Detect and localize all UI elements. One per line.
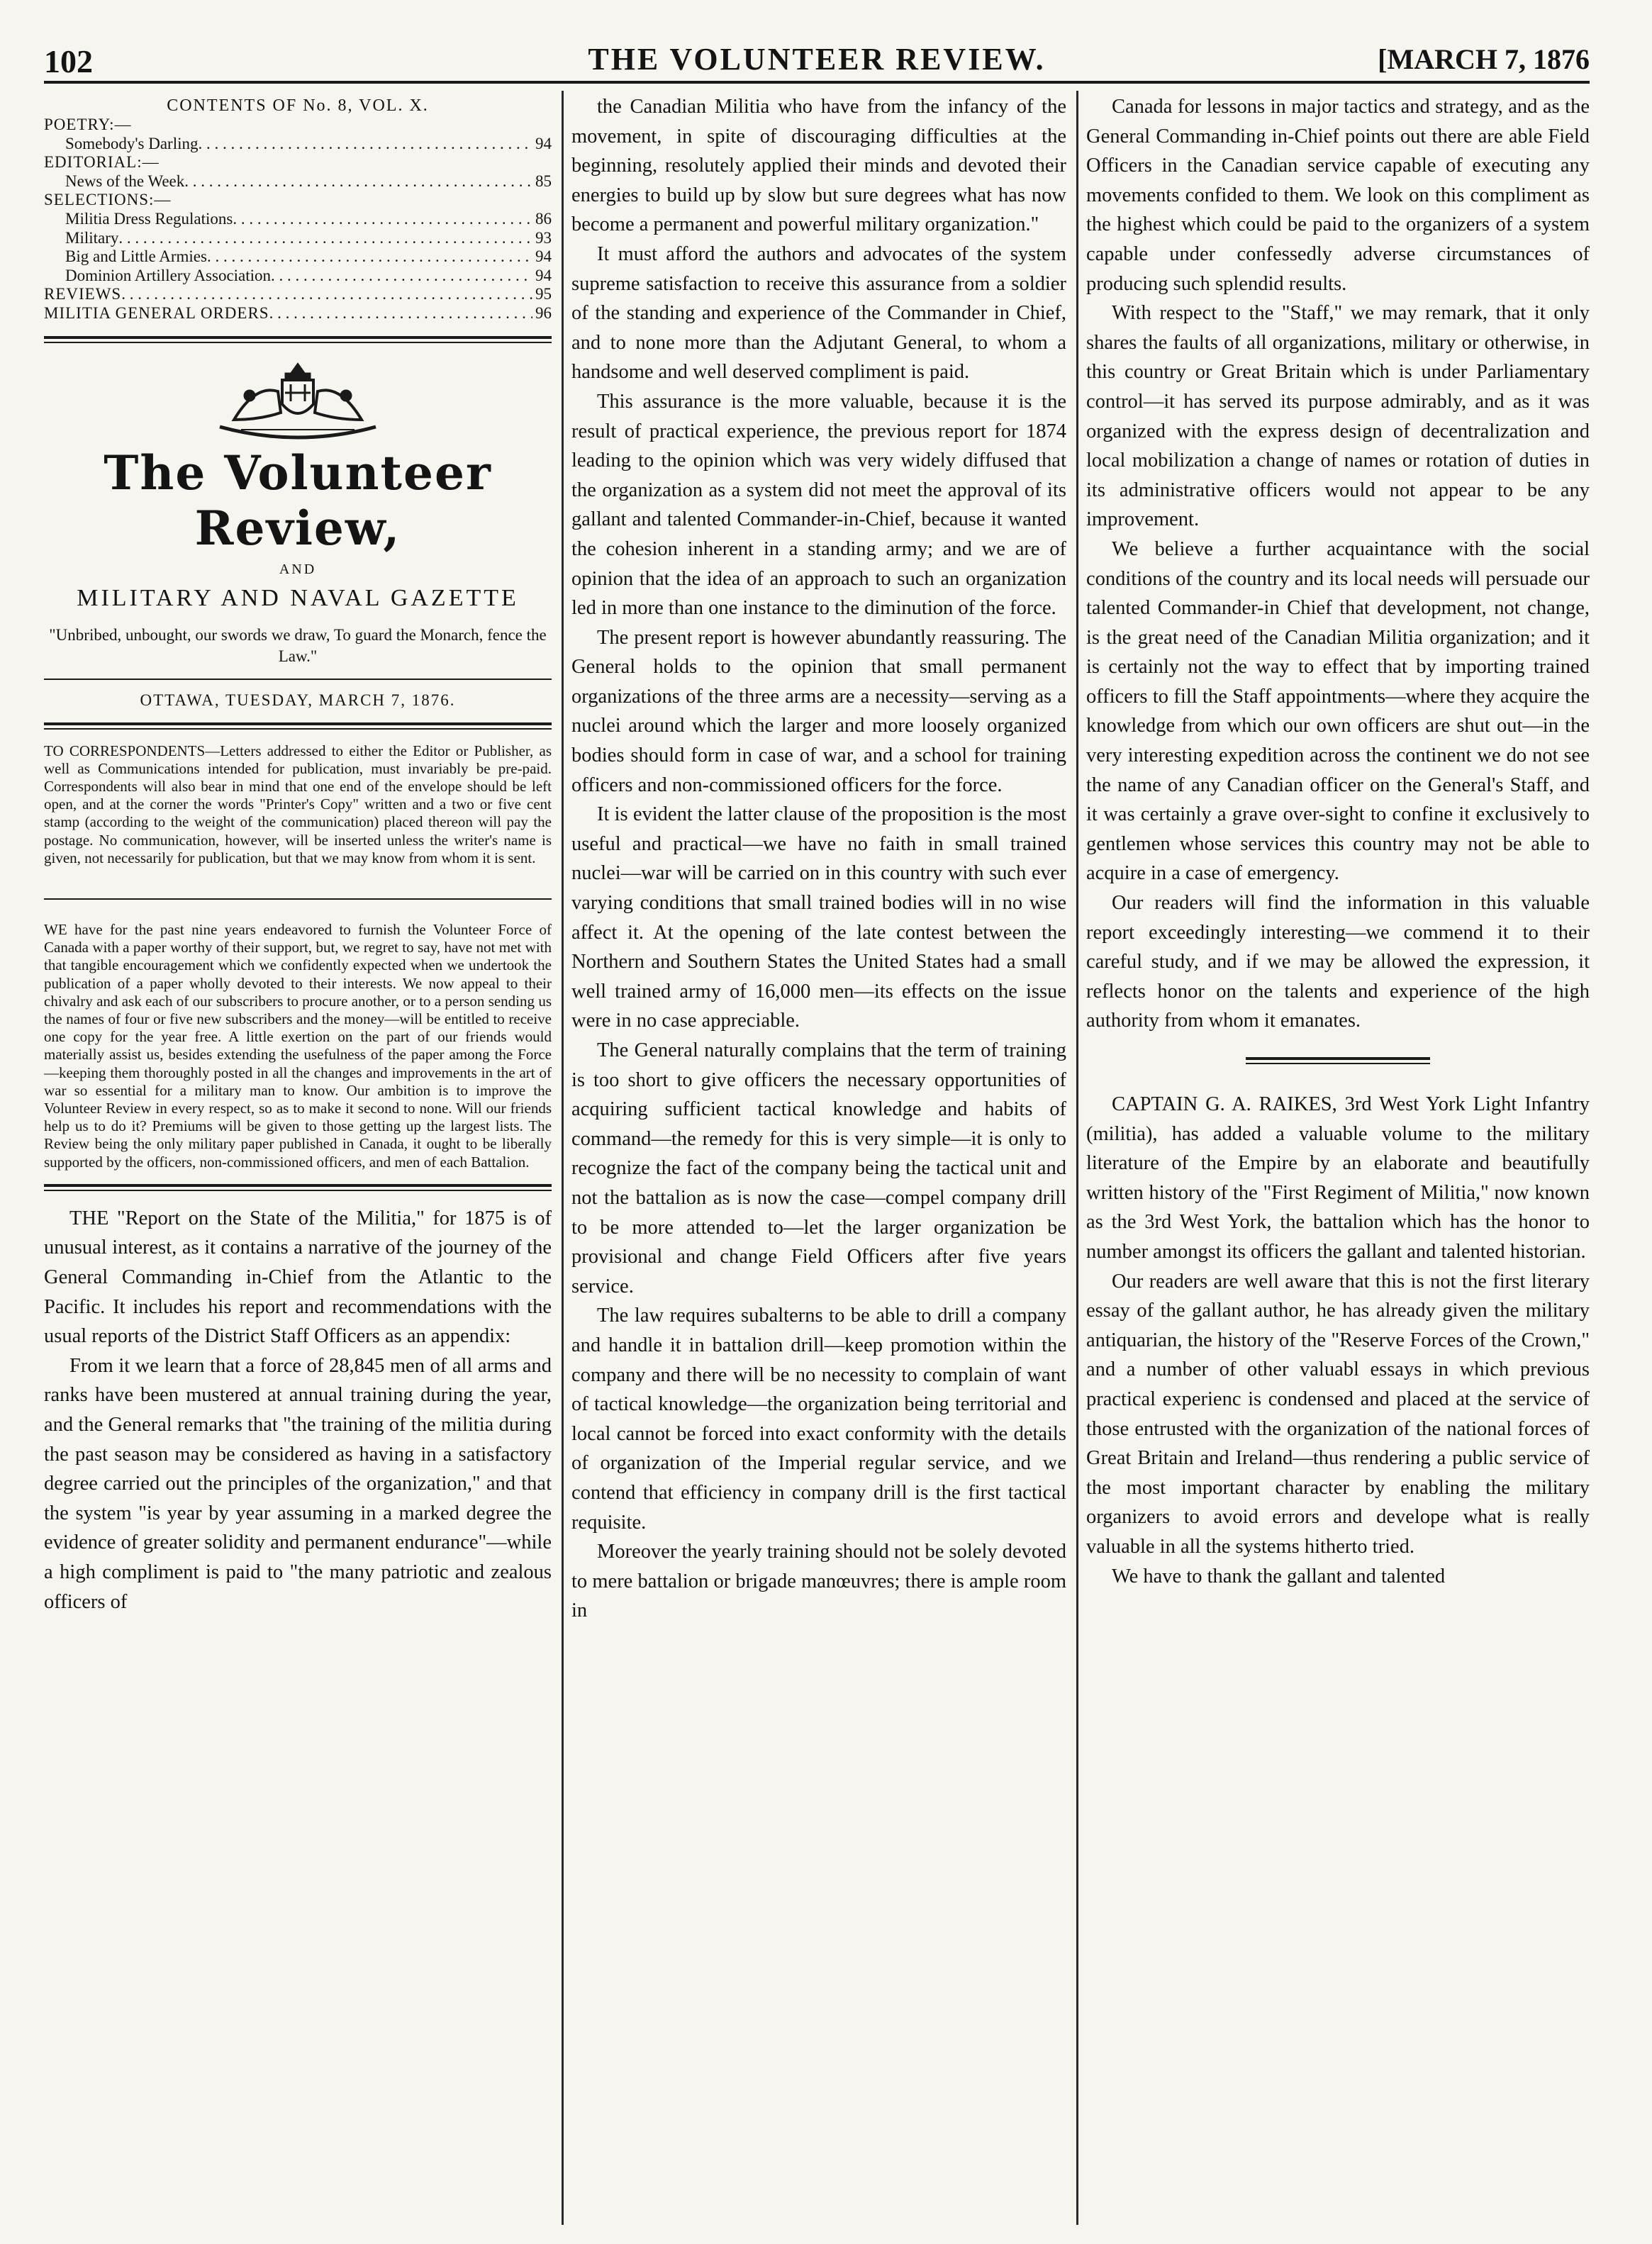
article-continued bbox=[571, 92, 1066, 1626]
column-rule-1 bbox=[562, 91, 564, 2225]
toc-entry bbox=[44, 229, 552, 248]
toc-heading: POETRY:— bbox=[44, 116, 132, 133]
toc-label: News of the Week bbox=[65, 172, 185, 190]
toc-page: 95 bbox=[535, 285, 552, 303]
column-rule-2 bbox=[1076, 91, 1078, 2225]
paragraph: THE "Report on the State of the Militia," for 1875 is of unusual interest, as it contains a narrative of the journey of the General Commanding in-Chief from the Atlantic to the Pacific. It includes his report and recommendations with the usual reports of the District Staff Officers as an appendix: bbox=[44, 1207, 552, 1348]
toc-label: Military bbox=[65, 228, 119, 247]
toc-page: 94 bbox=[535, 266, 552, 284]
toc-label: Somebody's Darling bbox=[65, 134, 199, 152]
masthead-and: AND bbox=[279, 561, 317, 577]
header-rule bbox=[44, 81, 1590, 84]
rule bbox=[44, 679, 552, 680]
toc-page: 85 bbox=[535, 172, 552, 190]
rule bbox=[44, 1184, 552, 1191]
toc-entry bbox=[44, 247, 552, 267]
paragraph: the Canadian Militia who have from the infancy of the movement, in spite of discouraging difficulties at the beginning, resolutely applied their minds and devoted their energies to build up by slow but sure degrees what has now become a permanent and powerful military organization." bbox=[571, 96, 1066, 236]
article-captain-raikes bbox=[1086, 1090, 1590, 1591]
paragraph: Our readers are well aware that this is not the first literary essay of the gallant author, he has already given the military antiquarian, the history of the "Reserve Forces of the Crown," and a number of other valuabl essays in which previous practical experienc is condensed and placed at the service of those entrusted with the organization of the national forces of Great Britain and Ireland—thus rendering a public service of the most important character by enabling the military organizers to avoid errors and develope what is really valuable in all the systems hitherto tried. bbox=[1086, 1270, 1590, 1558]
toc-label: Dominion Artillery Association bbox=[65, 266, 272, 284]
paragraph: Canada for lessons in major tactics and strategy, and as the General Commanding in-Chief points out there are able Field Officers in the Canadian service capable of executing any movements confided to them. We look on this compliment as the highest which could be paid to the organizers of a system capable under confessedly adverse circumstances of producing such splendid results. bbox=[1086, 96, 1590, 295]
rule bbox=[44, 722, 552, 730]
toc-entry bbox=[44, 267, 552, 286]
running-header bbox=[44, 37, 1590, 79]
column-1 bbox=[44, 92, 552, 2226]
toc-page: 94 bbox=[535, 134, 552, 152]
running-date: [MARCH 7, 1876 bbox=[1378, 43, 1590, 75]
toc-entry bbox=[44, 135, 552, 154]
rule bbox=[44, 898, 552, 900]
paragraph: The General naturally complains that the term of training is too short to give officers the necessary opportunities of acquiring sufficient tactical knowledge and habits of command—the remedy for this is very simple—it is only to recognize the fact of the company being the tactical unit and not the battalion as is now the case—compel company drill to be more attended to—let the larger organization be provisional and change Field Officers after five years service. bbox=[571, 1039, 1066, 1297]
motto: "Unbribed, unbought, our swords we draw, To guard the Monarch, fence the Law." bbox=[49, 625, 547, 665]
appeal-notice bbox=[44, 921, 552, 1171]
table-of-contents bbox=[44, 116, 552, 323]
article-continued bbox=[1086, 92, 1590, 1036]
paragraph: This assurance is the more valuable, because it is the result of practical experience, the previous report for 1874 leading to the opinion which was very widely diffused that the organization as a system did not meet the approval of its gallant and talented Commander-in-Chief, because it wanted the cohesion inherent in a standing army; and we are of opinion that the idea of an approach to such an organization led in more than one instance to the diminution of the force. bbox=[571, 390, 1066, 620]
paragraph: Our readers will find the information in this valuable report exceedingly interesting—we commend it to their careful study, and if we may be allowed the expression, it reflects honor on the talents and experience of the high authority from whom it emanates. bbox=[1086, 892, 1590, 1032]
toc-page: 86 bbox=[535, 209, 552, 228]
toc-heading: REVIEWS bbox=[44, 285, 122, 303]
paragraph: The law requires subalterns to be able to drill a company and handle it in battalion drill—keep promotion within the company and there will be no necessity to complain of want of tactical knowledge—the organization being territorial and local cannot be forced into exact conformity with the details of organization of the Imperial regular service, and we contend that efficiency in company drill is the first tactical requisite. bbox=[571, 1305, 1066, 1534]
rule bbox=[44, 336, 552, 343]
toc-heading: SELECTIONS:— bbox=[44, 191, 172, 209]
toc-entry bbox=[44, 304, 552, 323]
page-number: 102 bbox=[44, 43, 93, 79]
toc-entry bbox=[44, 172, 552, 191]
running-title: THE VOLUNTEER REVIEW. bbox=[588, 42, 1046, 77]
masthead-title: The Volunteer Review, bbox=[104, 445, 492, 556]
toc-entry bbox=[44, 210, 552, 229]
column-3 bbox=[1086, 92, 1590, 2226]
dateline: OTTAWA, TUESDAY, MARCH 7, 1876. bbox=[140, 691, 456, 709]
toc-heading: MILITIA GENERAL ORDERS bbox=[44, 303, 269, 322]
notice-text: TO CORRESPONDENTS—Letters addressed to either the Editor or Publisher, as well as Communications intended for publication, must invariably be pre-paid. Correspondents will also bear in mind that one end of the envelope should be left open, and at the corner the words "Printer's Copy" written and a two or five cent stamp (according to the weight of the communication) placed thereon will pay the postage. No communication, however, will be inserted unless the writer's name is given, not necessarily for publication, but that we may know from whom it is sent. bbox=[44, 742, 552, 866]
paragraph: The present report is however abundantly reassuring. The General holds to the opinion that small permanent organizations of the three arms are a necessity—serving as a nuclei around which the larger and more loosely organized bodies should form in case of war, and a school for training officers and non-commissioned officers for the force. bbox=[571, 626, 1066, 796]
toc-page: 94 bbox=[535, 247, 552, 266]
section-ornament bbox=[1246, 1057, 1430, 1064]
paragraph: It must afford the authors and advocates of the system supreme satisfaction to receive this assurance from a soldier of the standing and experience of the Commander in Chief, and to none more than the Adjutant General, to whom a handsome and well deserved compliment is paid. bbox=[571, 242, 1066, 384]
toc-entry bbox=[44, 285, 552, 304]
paragraph: From it we learn that a force of 28,845 men of all arms and ranks have been mustered at annual training during the year, and the General remarks that "the training of the militia during the past season may be considered as having in a satisfactory degree carried out the principles of the organization," and that the system "is year by year assuming in a marked degree the evidence of greater solidity and permanent endurance"—while a high compliment is paid to "the many patriotic and zealous officers of bbox=[44, 1354, 552, 1613]
contents-title: CONTENTS OF No. 8, VOL. X. bbox=[167, 96, 429, 115]
column-2 bbox=[571, 92, 1066, 2226]
royal-crest-icon bbox=[191, 356, 404, 441]
masthead bbox=[44, 356, 552, 710]
toc-page: 93 bbox=[535, 228, 552, 247]
toc-label: Militia Dress Regulations bbox=[65, 209, 233, 228]
article-report-on-militia bbox=[44, 1204, 552, 1617]
masthead-subtitle: MILITARY AND NAVAL GAZETTE bbox=[77, 584, 519, 611]
toc-heading: EDITORIAL:— bbox=[44, 153, 160, 172]
paragraph: CAPTAIN G. A. RAIKES, 3rd West York Light Infantry (militia), has added a valuable volume to the military literature of the Empire by an elaborate and beautifully written history of the "First Regiment of Militia," now known as the 3rd West York, the battalion which has the honor to number amongst its officers the gallant and talented historian. bbox=[1086, 1093, 1590, 1263]
toc-label: Big and Little Armies bbox=[65, 247, 207, 266]
paragraph: Moreover the yearly training should not be solely devoted to mere battalion or brigade manœuvres; there is ample room in bbox=[571, 1541, 1066, 1622]
paragraph: With respect to the "Staff," we may remark, that it only shares the faults of all organizations, military or otherwise, in this country or Great Britain which is under Parliamentary control—it has served its purpose admirably, and as it was organized with the express design of decentralization and local mobilization a change of names or rotation of duties in its administrative officers would not appear to be any improvement. bbox=[1086, 302, 1590, 531]
paragraph: It is evident the latter clause of the proposition is the most useful and practical—we have no faith in small trained nuclei—war will be carried on in this country with such ever varying conditions that small trained bodies will in no wise affect it. At the opening of the late contest between the Northern and Southern States the United States had a small well trained army of 16,000 men—its effects on the issue were in no case appreciable. bbox=[571, 803, 1066, 1032]
toc-page: 96 bbox=[535, 303, 552, 322]
paragraph: We have to thank the gallant and talented bbox=[1112, 1565, 1446, 1587]
notice-text: WE have for the past nine years endeavored to furnish the Volunteer Force of Canada with a paper worthy of their support, but, we regret to say, have not met with that tangible encouragement which we confidently expected when we undertook the publication of a paper wholly devoted to their interests. We now appeal to their chivalry and ask each of our subscribers to procure another, or to a person sending us the names of four or five new subscribers and the money—will be entitled to receive one copy for the year free. A little exertion on the part of our friends would materially assist us, besides extending the usefulness of the paper among the Force—keeping them thoroughly posted in all the changes and improvements in the art of war so essential for a military man to know. Our ambition is to improve the Volunteer Review in every respect, so as to make it second to none. Will our friends help us to do it? Premiums will be given to those getting up the largest lists. The Review being the only military paper published in Canada, it ought to be liberally supported by the officers, non-commissioned officers, and men of each Battalion. bbox=[44, 920, 552, 1171]
paragraph: We believe a further acquaintance with the social conditions of the country and its local needs will persuade our talented Commander-in Chief that development, not change, is the great need of the Canadian Militia organization; and it is certainly not the way to effect that by importing trained officers to fill the Staff appointments—where they acquire the knowledge from which our own officers are shut out—in the very interesting expedition across the continent we do not see the name of any Canadian officer on the General's Staff, and it was certainly a grave over-sight to confine it exclusively to gentlemen whose services this country may not be able to acquire in a case of emergency. bbox=[1086, 537, 1590, 885]
correspondents-notice bbox=[44, 742, 552, 867]
